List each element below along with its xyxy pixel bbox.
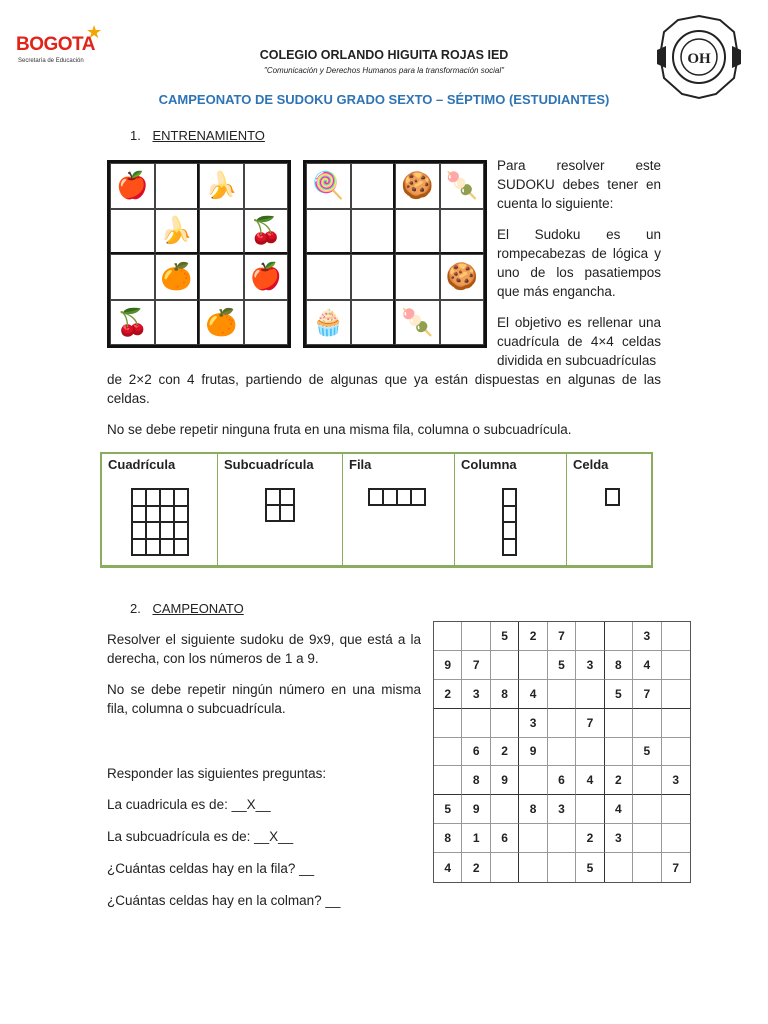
sudoku-cell[interactable] — [662, 680, 690, 709]
sudoku-cell: 3 — [662, 766, 690, 795]
sudoku-9x9-grid — [433, 621, 691, 883]
sudoku-cell: 3 — [462, 680, 490, 709]
empty-cell — [351, 163, 396, 209]
instruction-1: Resolver el siguiente sudoku de 9x9, que está a la derecha, con los números de 1 a 9. — [107, 632, 421, 666]
lollipop-icon: 🍭 — [306, 163, 351, 209]
empty-cell — [199, 254, 244, 300]
explanation-para2: El Sudoku es un rompecabezas de lógica y uno de los pasatiempos que más engancha. — [497, 227, 661, 299]
logo-subtext: Secretaría de Educación — [18, 58, 84, 64]
sudoku-cell: 6 — [462, 738, 490, 767]
term-columna: Columna — [455, 454, 567, 565]
bogota-logo — [16, 22, 106, 68]
empty-cell — [351, 209, 396, 255]
sudoku-cell[interactable] — [605, 738, 633, 767]
empty-cell — [306, 209, 351, 255]
instruction-2: No se debe repetir ningún número en una misma fila, columna o subcuadrícula. — [107, 682, 421, 716]
sudoku-cell[interactable] — [605, 622, 633, 651]
sudoku-cell: 9 — [519, 738, 547, 767]
section1-heading: 1. ENTRENAMIENTO — [130, 128, 265, 143]
page-title: CAMPEONATO DE SUDOKU GRADO SEXTO – SÉPTIMO (ESTUDIANTES) — [158, 92, 610, 107]
sudoku-cell: 7 — [576, 709, 604, 738]
terms-table — [100, 452, 653, 568]
empty-cell — [395, 209, 440, 255]
sudoku-cell: 2 — [462, 853, 490, 882]
sudoku-cell[interactable] — [633, 766, 661, 795]
sudoku-cell[interactable] — [662, 738, 690, 767]
subcuadricula-diagram — [265, 488, 295, 522]
sudoku-cell[interactable] — [519, 766, 547, 795]
sudoku-cell: 9 — [462, 795, 490, 824]
sudoku-cell[interactable] — [434, 766, 462, 795]
sudoku-cell: 8 — [605, 651, 633, 680]
question-4: ¿Cuántas celdas hay en la colman? __ — [107, 893, 341, 908]
sudoku-cell[interactable] — [519, 853, 547, 882]
empty-cell — [351, 300, 396, 346]
sudoku-cell[interactable] — [548, 853, 576, 882]
sudoku-cell[interactable] — [462, 709, 490, 738]
sudoku-cell[interactable] — [548, 738, 576, 767]
sudoku-cell: 6 — [548, 766, 576, 795]
sudoku-cell: 4 — [519, 680, 547, 709]
sudoku-cell: 6 — [491, 824, 519, 853]
sudoku-cell[interactable] — [434, 709, 462, 738]
cupcake-icon: 🧁 — [306, 300, 351, 346]
sudoku-cell[interactable] — [605, 853, 633, 882]
sudoku-cell: 5 — [633, 738, 661, 767]
sudoku-cell: 8 — [434, 824, 462, 853]
cookie-icon: 🍪 — [395, 163, 440, 209]
empty-cell — [440, 300, 485, 346]
term-cuadricula: Cuadrícula — [102, 454, 218, 565]
star-icon: ★ — [86, 22, 103, 42]
sudoku-cell[interactable] — [519, 824, 547, 853]
sudoku-cell[interactable] — [462, 622, 490, 651]
sudoku-cell[interactable] — [491, 709, 519, 738]
sudoku-cell: 7 — [462, 651, 490, 680]
orange-icon: 🍊 — [199, 300, 244, 346]
sudoku-cell: 8 — [462, 766, 490, 795]
logo-text: BOGOTA — [16, 34, 95, 55]
sudoku-cell: 5 — [576, 853, 604, 882]
cuadricula-diagram — [131, 488, 189, 556]
empty-cell — [395, 254, 440, 300]
cherries-icon: 🍒 — [244, 209, 289, 255]
sudoku-cell: 2 — [576, 824, 604, 853]
question-2: La subcuadrícula es de: __X__ — [107, 829, 294, 844]
term-celda: Celda — [567, 454, 651, 565]
sudoku-cell: 2 — [519, 622, 547, 651]
sudoku-cell[interactable] — [491, 651, 519, 680]
sudoku-cell[interactable] — [519, 651, 547, 680]
sudoku-cell: 5 — [434, 795, 462, 824]
sudoku-cell: 7 — [672, 860, 680, 875]
columna-diagram — [502, 488, 517, 556]
svg-text:OH: OH — [687, 51, 711, 67]
popsicle-icon: 🍡 — [395, 300, 440, 346]
sudoku-cell: 8 — [519, 795, 547, 824]
sudoku-cell[interactable] — [662, 709, 690, 738]
empty-cell — [199, 209, 244, 255]
celda-diagram — [605, 488, 620, 506]
term-fila: Fila — [343, 454, 455, 565]
sudoku-cell: 4 — [633, 651, 661, 680]
sudoku-cell: 4 — [576, 766, 604, 795]
sudoku-cell[interactable] — [605, 709, 633, 738]
term-subcuadricula: Subcuadrícula — [218, 454, 343, 565]
sudoku-cell[interactable] — [576, 795, 604, 824]
sudoku-cell: 3 — [605, 824, 633, 853]
sudoku-cell: 1 — [462, 824, 490, 853]
sudoku-cell[interactable] — [491, 853, 519, 882]
question-3: ¿Cuántas celdas hay en la fila? __ — [107, 861, 315, 876]
empty-cell — [440, 209, 485, 255]
sudoku-cell[interactable] — [633, 709, 661, 738]
empty-cell — [110, 209, 155, 255]
sudoku-cell[interactable] — [633, 795, 661, 824]
sudoku-cell[interactable] — [434, 738, 462, 767]
sudoku-cell: 5 — [605, 680, 633, 709]
empty-cell — [244, 300, 289, 346]
empty-cell — [306, 254, 351, 300]
sudoku-cell[interactable] — [491, 795, 519, 824]
sudoku-cell: 8 — [491, 680, 519, 709]
fila-diagram — [368, 488, 426, 506]
banana-icon: 🍌 — [199, 163, 244, 209]
fruit-sudoku-grid-left — [107, 160, 291, 348]
explanation-para3b: de 2×2 con 4 frutas, partiendo de algunas que ya están dispuestas en algunas de las celdas. — [107, 372, 661, 406]
sudoku-cell[interactable] — [633, 853, 661, 882]
sudoku-cell: 3 — [576, 651, 604, 680]
empty-cell — [244, 163, 289, 209]
popsicle-icon: 🍡 — [440, 163, 485, 209]
empty-cell — [155, 300, 200, 346]
sudoku-cell[interactable] — [434, 622, 462, 651]
sudoku-cell: 4 — [605, 795, 633, 824]
sudoku-cell: 9 — [434, 651, 462, 680]
empty-cell — [351, 254, 396, 300]
sudoku-cell[interactable] — [548, 824, 576, 853]
sudoku-cell: 5 — [548, 651, 576, 680]
sudoku-cell[interactable] — [548, 680, 576, 709]
sudoku-cell: 9 — [491, 766, 519, 795]
sudoku-cell[interactable] — [576, 680, 604, 709]
apple-icon: 🍎 — [110, 163, 155, 209]
cookie-icon: 🍪 — [440, 254, 485, 300]
sudoku-explanation — [497, 156, 661, 370]
question-1: La cuadricula es de: __X__ — [107, 797, 271, 812]
sudoku-cell: 7 — [633, 680, 661, 709]
sudoku-cell: 2 — [434, 680, 462, 709]
sudoku-cell: 5 — [491, 622, 519, 651]
sudoku-cell: 7 — [548, 622, 576, 651]
sudoku-cell[interactable] — [662, 795, 690, 824]
sudoku-cell: 2 — [605, 766, 633, 795]
sudoku-cell[interactable] — [633, 824, 661, 853]
apple-icon: 🍎 — [244, 254, 289, 300]
sudoku-cell: 2 — [491, 738, 519, 767]
sudoku-cell: 3 — [633, 622, 661, 651]
sudoku-cell[interactable] — [576, 622, 604, 651]
explanation-para1: Para resolver este SUDOKU debes tener en cuenta lo siguiente: — [497, 158, 661, 211]
sudoku-cell: 3 — [519, 709, 547, 738]
explanation-para3a: El objetivo es rellenar una cuadrícula de 4×4 celdas dividida en subcuadrículas — [497, 315, 661, 368]
orange-icon: 🍊 — [155, 254, 200, 300]
banana-icon: 🍌 — [155, 209, 200, 255]
sudoku-cell[interactable] — [662, 651, 690, 680]
sudoku-cell: 4 — [434, 853, 462, 882]
school-name: COLEGIO ORLANDO HIGUITA ROJAS IED — [259, 48, 509, 62]
cherries-icon: 🍒 — [110, 300, 155, 346]
school-motto: "Comunicación y Derechos Humanos para la transformación social" — [263, 66, 504, 75]
empty-cell — [110, 254, 155, 300]
sudoku-cell[interactable] — [662, 622, 690, 651]
fruit-sudoku-grid-right — [303, 160, 487, 348]
empty-cell — [155, 163, 200, 209]
sudoku-cell[interactable] — [662, 824, 690, 853]
questions-title: Responder las siguientes preguntas: — [107, 766, 327, 781]
fruit-rule: No se debe repetir ninguna fruta en una misma fila, columna o subcuadrícula. — [107, 422, 572, 437]
section2-heading: 2. CAMPEONATO — [130, 601, 244, 616]
sudoku-cell[interactable] — [548, 709, 576, 738]
sudoku-cell: 3 — [548, 795, 576, 824]
sudoku-cell[interactable] — [576, 738, 604, 767]
school-seal — [654, 12, 744, 100]
